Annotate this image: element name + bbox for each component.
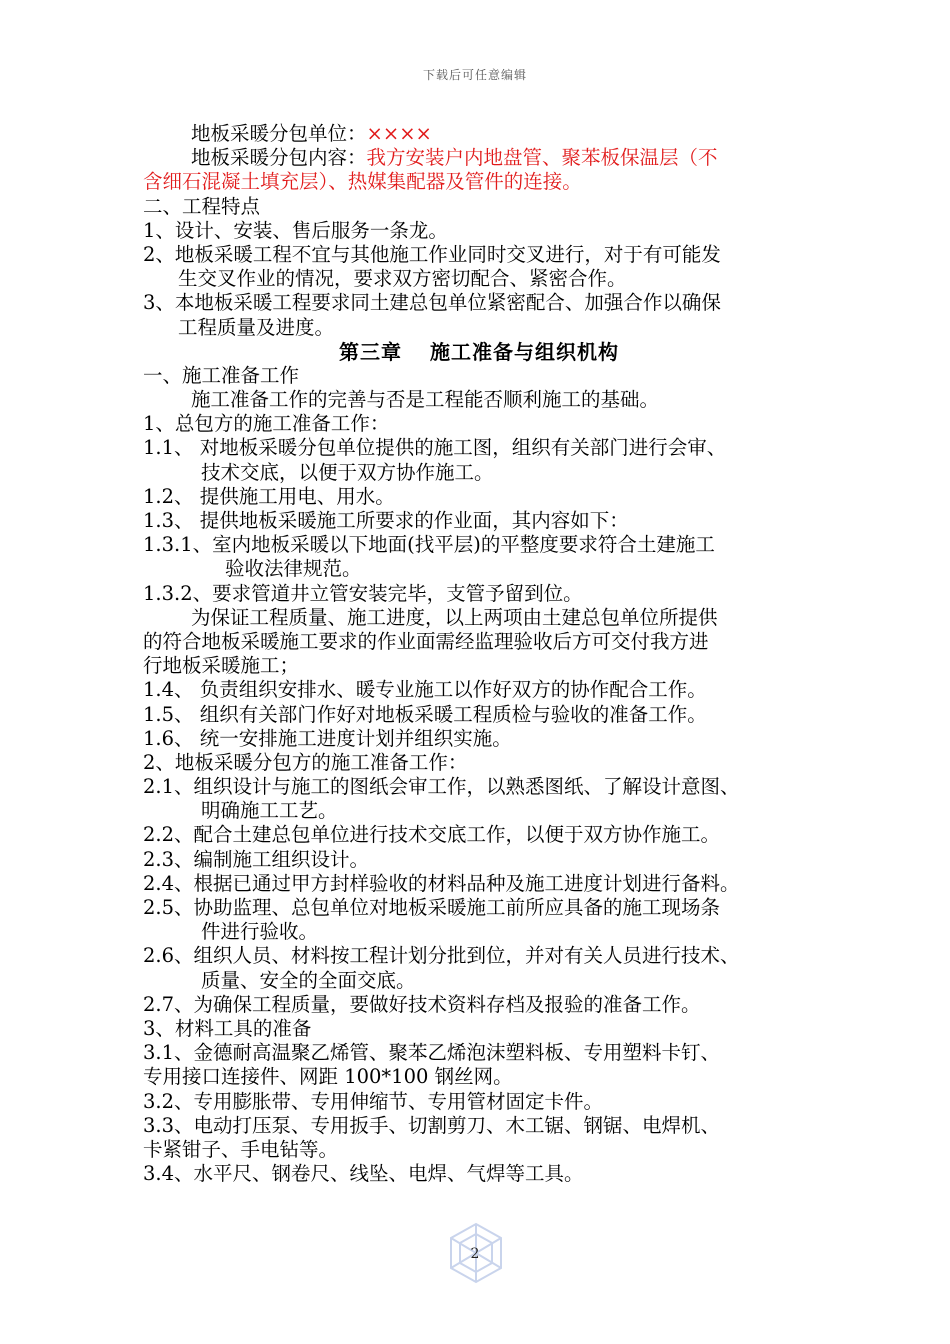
item-3-1-cont: 专用接口连接件、网距 100*100 钢丝网。 (143, 1065, 513, 1089)
paragraph-line-1: 为保证工程质量、施工进度，以上两项由土建总包单位所提供 (191, 605, 718, 629)
item-2-1-cont: 明确施工工艺。 (201, 799, 338, 823)
subsection-subcontractor: 2、地板采暖分包方的施工准备工作： (143, 750, 468, 774)
item-1-3-1-cont: 验收法律规范。 (225, 557, 362, 581)
item-1-3-1: 1.3.1、室内地板采暖以下地面(找平层)的平整度要求符合土建施工 (143, 533, 715, 557)
item-2-3: 2.3、编制施工组织设计。 (143, 847, 370, 871)
item-1-5: 1.5、 组织有关部门作好对地板采暖工程质检与验收的准备工作。 (143, 702, 707, 726)
paragraph-line-2: 的符合地板采暖施工要求的作业面需经监理验收后方可交付我方进 (143, 629, 709, 653)
subsection-general-contractor: 1、总包方的施工准备工作： (143, 412, 390, 436)
feature-item-3-cont: 工程质量及进度。 (178, 315, 335, 339)
feature-item-3: 3、本地板采暖工程要求同土建总包单位紧密配合、加强合作以确保 (143, 291, 721, 315)
item-2-5: 2.5、协助监理、总包单位对地板采暖施工前所应具备的施工现场条 (143, 896, 721, 919)
chapter-title: 第三章 施工准备与组织机构 (339, 339, 619, 364)
item-2-7: 2.7、为确保工程质量，要做好技术资料存档及报验的准备工作。 (143, 992, 701, 1016)
feature-item-2: 2、地板采暖工程不宜与其他施工作业同时交叉进行，对于有可能发 (143, 242, 721, 266)
item-1-2: 1.2、 提供施工用电、用水。 (143, 484, 395, 508)
feature-item-2-cont: 生交叉作业的情况，要求双方密切配合、紧密合作。 (178, 267, 627, 291)
section-heading-prep: 一、施工准备工作 (143, 363, 300, 387)
paragraph-line-3: 行地板采暖施工； (143, 654, 300, 678)
item-3-3: 3.3、电动打压泵、专用扳手、切割剪刀、木工锯、钢锯、电焊机、 (143, 1113, 721, 1137)
subcontract-unit-value: ×××× (366, 122, 432, 145)
item-3-2: 3.2、专用膨胀带、专用伸缩节、专用管材固定卡件。 (143, 1089, 604, 1113)
prep-intro: 施工准备工作的完善与否是工程能否顺利施工的基础。 (191, 388, 660, 412)
item-2-6-cont: 质量、安全的全面交底。 (201, 968, 416, 992)
subcontract-content-line: 地板采暖分包内容：我方安装户内地盘管、聚苯板保温层（不 (191, 146, 718, 170)
item-2-4: 2.4、根据已通过甲方封样验收的材料品种及施工进度计划进行备料。 (143, 871, 740, 895)
item-2-5-cont: 件进行验收。 (201, 920, 319, 944)
item-3-1: 3.1、金德耐高温聚乙烯管、聚苯乙烯泡沫塑料板、专用塑料卡钉、 (143, 1041, 721, 1065)
feature-item-1: 1、设计、安装、售后服务一条龙。 (143, 218, 448, 242)
document-body (143, 122, 815, 1186)
item-2-2: 2.2、配合土建总包单位进行技术交底工作，以便于双方协作施工。 (143, 823, 721, 847)
item-2-6: 2.6、组织人员、材料按工程计划分批到位，并对有关人员进行技术、 (143, 944, 740, 968)
item-3-4: 3.4、水平尺、钢卷尺、线坠、电焊、气焊等工具。 (143, 1162, 584, 1186)
subsection-materials: 3、材料工具的准备 (143, 1016, 312, 1040)
page-number: 2 (470, 1246, 480, 1262)
item-3-3-cont: 卡紧钳子、手电钻等。 (143, 1137, 339, 1161)
item-2-1: 2.1、组织设计与施工的图纸会审工作，以熟悉图纸、了解设计意图、 (143, 775, 740, 799)
item-1-1-cont: 技术交底，以便于双方协作施工。 (201, 460, 494, 484)
item-1-3: 1.3、 提供地板采暖施工所要求的作业面，其内容如下： (143, 509, 629, 532)
item-1-1: 1.1、 对地板采暖分包单位提供的施工图，组织有关部门进行会审、 (143, 436, 727, 460)
page-header: 下载后可任意编辑 (422, 68, 527, 82)
item-1-4: 1.4、 负责组织安排水、暖专业施工以作好双方的协作配合工作。 (143, 678, 707, 702)
item-1-3-2: 1.3.2、要求管道井立管安装完毕，支管予留到位。 (143, 581, 583, 605)
subcontract-content-cont: 含细石混凝土填充层）、热媒集配器及管件的连接。 (143, 170, 582, 194)
item-1-6: 1.6、 统一安排施工进度计划并组织实施。 (143, 726, 512, 750)
section-heading-features: 二、工程特点 (143, 194, 261, 218)
subcontract-unit-line: 地板采暖分包单位：×××× (191, 122, 432, 145)
